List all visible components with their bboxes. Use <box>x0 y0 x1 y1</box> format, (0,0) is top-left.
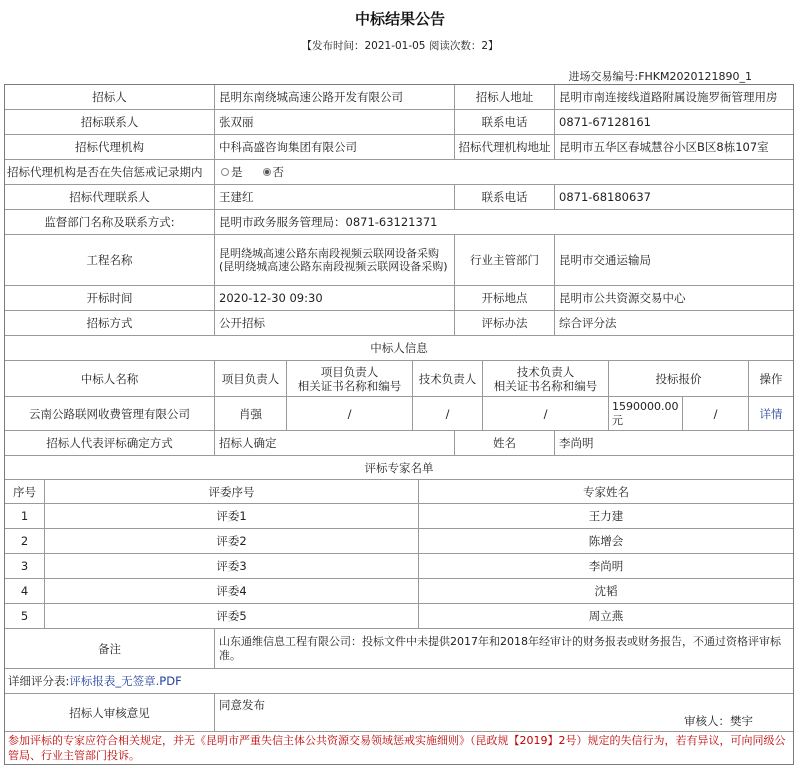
label-detail-file: 详细评分表: <box>8 674 70 688</box>
winner-section-title: 中标人信息 <box>370 341 428 355</box>
value-agency-addr: 昆明市五华区春城慧谷小区B区8栋107室 <box>559 140 769 154</box>
col-bid-price: 投标报价 <box>609 361 749 396</box>
label-review-opinion: 招标人审核意见 <box>5 694 215 731</box>
label-supervisor: 监督部门名称及联系方式: <box>5 210 215 234</box>
winner-tech-cert: / <box>483 397 609 430</box>
winner-pm-cert: / <box>287 397 413 430</box>
col-expert-name: 专家姓名 <box>583 484 629 499</box>
value-project-name: 昆明绕城高速公路东南段视频云联网设备采购(昆明绕城高速公路东南段视频云联网设备采购) <box>215 235 455 285</box>
expert-name: 陈增会 <box>588 534 624 548</box>
value-agency: 中科高盛咨询集团有限公司 <box>215 135 455 159</box>
notice-text: 参加评标的专家应符合相关规定，并无《昆明市严重失信主体公共资源交易领域惩戒实施细则》（昆政规【2019】2号）规定的失信行为，若有异议，可向同级公管局、行业主管部门投诉。 <box>8 734 786 762</box>
label-tender-phone: 联系电话 <box>455 110 555 134</box>
value-eval-method: 综合评分法 <box>559 316 617 330</box>
result-table <box>4 84 794 765</box>
winner-row <box>5 397 793 431</box>
value-agency-phone: 0871-68180637 <box>559 190 651 204</box>
row-blacklist <box>5 160 793 185</box>
expert-name: 周立燕 <box>588 609 624 623</box>
row-project <box>5 235 793 286</box>
row-review <box>5 694 793 732</box>
label-eval-method: 评标办法 <box>455 311 555 335</box>
value-industry-dept: 昆明市交通运输局 <box>559 253 651 267</box>
row-tender-method <box>5 311 793 336</box>
row-tenderer <box>5 85 793 110</box>
row-experts-header <box>5 456 793 480</box>
row-supervisor <box>5 210 793 235</box>
col-pm-cert <box>287 361 413 396</box>
winner-pm: 肖强 <box>215 397 287 430</box>
publish-meta: 【发布时间：2021-01-05 阅读次数：2】 <box>301 40 499 52</box>
trade-number: 进场交易编号:FHKM2020121890_1 <box>568 70 752 83</box>
label-open-time: 开标时间 <box>5 286 215 310</box>
value-tender-method: 公开招标 <box>215 311 455 335</box>
radio-no-icon[interactable] <box>263 168 271 176</box>
value-remark: 山东通维信息工程有限公司：投标文件中未提供2017年和2018年经审计的财务报表或财务报告，不通过资格评审标准。 <box>219 634 781 662</box>
winner-tech: / <box>413 397 483 430</box>
radio-no-label: 否 <box>272 165 284 179</box>
expert-row <box>5 554 793 579</box>
label-tenderer: 招标人 <box>5 85 215 109</box>
col-winner-name: 中标人名称 <box>5 361 215 396</box>
label-project-name: 工程名称 <box>5 235 215 285</box>
label-blacklist: 招标代理机构是否在失信惩戒记录期内 <box>5 160 215 184</box>
expert-row <box>5 604 793 629</box>
expert-seq: 1 <box>5 504 45 528</box>
col-seq: 序号 <box>5 480 45 503</box>
label-open-place: 开标地点 <box>455 286 555 310</box>
label-agency-addr: 招标代理机构地址 <box>455 135 555 159</box>
row-agency <box>5 135 793 160</box>
expert-name: 王力建 <box>588 509 624 523</box>
radio-yes-label: 是 <box>231 165 243 179</box>
value-supervisor: 昆明市政务服务管理局：0871-63121371 <box>219 215 438 229</box>
value-agency-contact: 王建红 <box>215 185 455 209</box>
label-agency-phone: 联系电话 <box>455 185 555 209</box>
row-rep <box>5 431 793 456</box>
row-winner-columns <box>5 361 793 397</box>
label-remark: 备注 <box>5 629 215 668</box>
value-rep-method: 招标人确定 <box>215 431 455 455</box>
expert-seq: 2 <box>5 529 45 553</box>
expert-name: 沈韬 <box>594 584 618 598</box>
label-agency: 招标代理机构 <box>5 135 215 159</box>
col-tech-cert <box>483 361 609 396</box>
row-winner-header <box>5 336 793 361</box>
row-open-time <box>5 286 793 311</box>
value-tender-phone: 0871-67128161 <box>559 115 651 129</box>
detail-file-link[interactable]: 评标报表_无签章.PDF <box>69 674 182 688</box>
col-operation: 操作 <box>759 371 783 386</box>
row-notice <box>5 732 793 764</box>
expert-judge: 评委3 <box>45 554 419 578</box>
expert-judge: 评委2 <box>45 529 419 553</box>
label-tenderer-addr: 招标人地址 <box>455 85 555 109</box>
expert-seq: 4 <box>5 579 45 603</box>
winner-price-extra: / <box>683 397 749 430</box>
col-pm-cert-line1: 项目负责人 <box>320 364 379 379</box>
winner-price: 1590000.00元 <box>609 397 683 430</box>
col-tech: 技术负责人 <box>413 361 483 396</box>
detail-file-cell <box>5 669 793 693</box>
expert-judge: 评委1 <box>45 504 419 528</box>
expert-seq: 5 <box>5 604 45 628</box>
expert-judge: 评委4 <box>45 579 419 603</box>
expert-row <box>5 579 793 604</box>
expert-row <box>5 504 793 529</box>
reviewer: 审核人：樊宇 <box>684 714 753 728</box>
value-rep-name: 李尚明 <box>559 436 594 450</box>
expert-name: 李尚明 <box>588 559 624 573</box>
col-pm-cert-line2: 相关证书名称和编号 <box>297 378 402 393</box>
value-open-place: 昆明市公共资源交易中心 <box>559 291 686 305</box>
row-detail-file <box>5 669 793 694</box>
col-tech-cert-line1: 技术负责人 <box>516 364 575 379</box>
col-tech-cert-line2: 相关证书名称和编号 <box>493 378 598 393</box>
label-rep-name: 姓名 <box>455 431 555 455</box>
col-judge-seq: 评委序号 <box>45 480 419 503</box>
experts-section-title: 评标专家名单 <box>364 460 434 475</box>
value-tenderer: 昆明东南绕城高速公路开发有限公司 <box>215 85 455 109</box>
winner-detail-link[interactable]: 详情 <box>759 406 783 421</box>
row-agency-contact <box>5 185 793 210</box>
expert-seq: 3 <box>5 554 45 578</box>
page-title: 中标结果公告 <box>354 10 445 28</box>
row-remark <box>5 629 793 669</box>
expert-judge: 评委5 <box>45 604 419 628</box>
review-cell <box>215 694 793 731</box>
winner-name: 云南公路联网收费管理有限公司 <box>5 397 215 430</box>
value-open-time: 2020-12-30 09:30 <box>215 286 455 310</box>
row-experts-columns <box>5 480 793 504</box>
expert-row <box>5 529 793 554</box>
label-industry-dept: 行业主管部门 <box>455 235 555 285</box>
value-tender-contact: 张双丽 <box>215 110 455 134</box>
blacklist-radio-group <box>215 160 793 184</box>
label-rep-method: 招标人代表评标确定方式 <box>5 431 215 455</box>
label-agency-contact: 招标代理联系人 <box>5 185 215 209</box>
value-tenderer-addr: 昆明市南连接线道路附属设施罗衙管理用房 <box>559 90 778 104</box>
row-tender-contact <box>5 110 793 135</box>
review-opinion: 同意发布 <box>219 698 265 712</box>
label-tender-contact: 招标联系人 <box>5 110 215 134</box>
radio-yes-icon[interactable] <box>221 168 229 176</box>
label-tender-method: 招标方式 <box>5 311 215 335</box>
col-pm: 项目负责人 <box>215 361 287 396</box>
